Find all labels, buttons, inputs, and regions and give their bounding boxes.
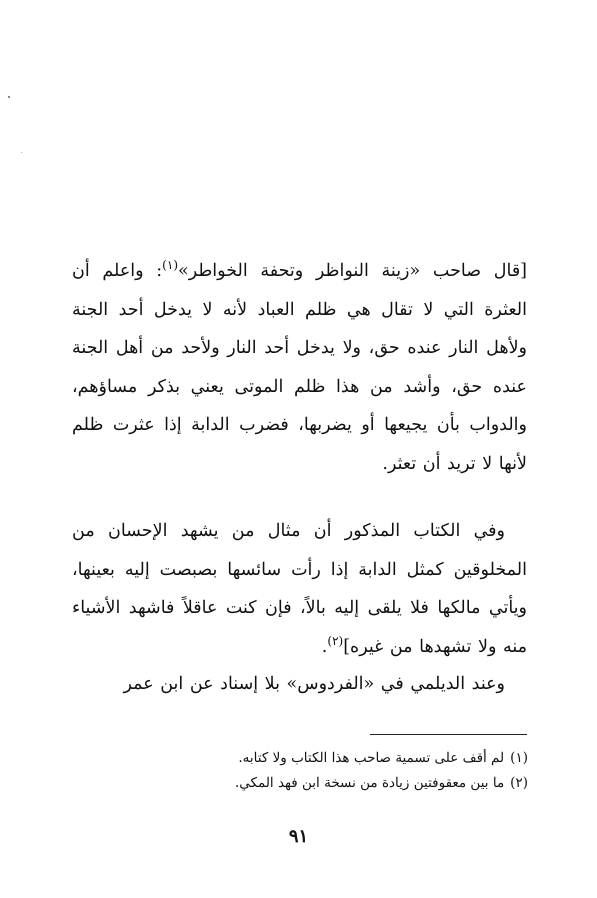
footnote-reference: (٢)	[327, 633, 344, 648]
paragraph-3	[72, 665, 527, 704]
paragraph-text-start: وعند الديلمي في «الفردوس» بلا إسناد عن ابن عمر	[123, 674, 505, 694]
paragraph-text	[72, 252, 527, 483]
paragraph-text	[72, 665, 527, 704]
paragraph-text-start: وفي الكتاب المذكور أن مثال من يشهد الإحسان من المخلوقين كمثل الدابة إذا رأت سائسها بصبصت إليه بعينها، ويأتي مالكها فلا يلقى إليه بالاً، فإن كنت عاقلاً فاشهد الأشياء منه ولا تشهدها من غيره]	[72, 521, 527, 657]
paragraph-text	[72, 512, 527, 666]
footnote-divider	[370, 734, 527, 735]
paragraph-2	[72, 512, 527, 666]
footnote-reference: (١)	[162, 258, 178, 273]
paragraph-text-end: .	[321, 636, 328, 657]
footnote-number: (١)	[510, 750, 528, 766]
footnote-1	[72, 746, 528, 771]
paragraph-text-end: : واعلم أن العثرة التي لا تقال هي ظلم العباد لأنه لا يدخل أحد الجنة ولأهل النار عنده حق، ولا يدخل أحد النار ولأحد من أهل الجنة عنده حق، وأشد من هذا ظلم الموتى يعني بذكر مساؤهم، والدواب بأن يجيعها أو يضربها، فضرب الدابة إذا عثرت ظلم لأنها لا تريد أن تعثر.	[72, 261, 527, 474]
footnote-text: ما بين معقوفتين زيادة من نسخة ابن فهد المكي.	[235, 775, 505, 791]
footnote-text: لم أقف على تسمية صاحب هذا الكتاب ولا كتابه.	[238, 750, 505, 766]
page-number: ٩١	[288, 826, 309, 847]
paragraph-text-start: [قال صاحب «زينة النواظر وتحفة الخواطر»	[178, 261, 528, 281]
paragraph-1	[72, 252, 527, 483]
scan-speck	[8, 96, 10, 98]
footnote-number: (٢)	[510, 775, 528, 791]
footnotes	[72, 746, 528, 796]
footnote-2	[72, 771, 528, 796]
scan-speck	[21, 152, 22, 153]
